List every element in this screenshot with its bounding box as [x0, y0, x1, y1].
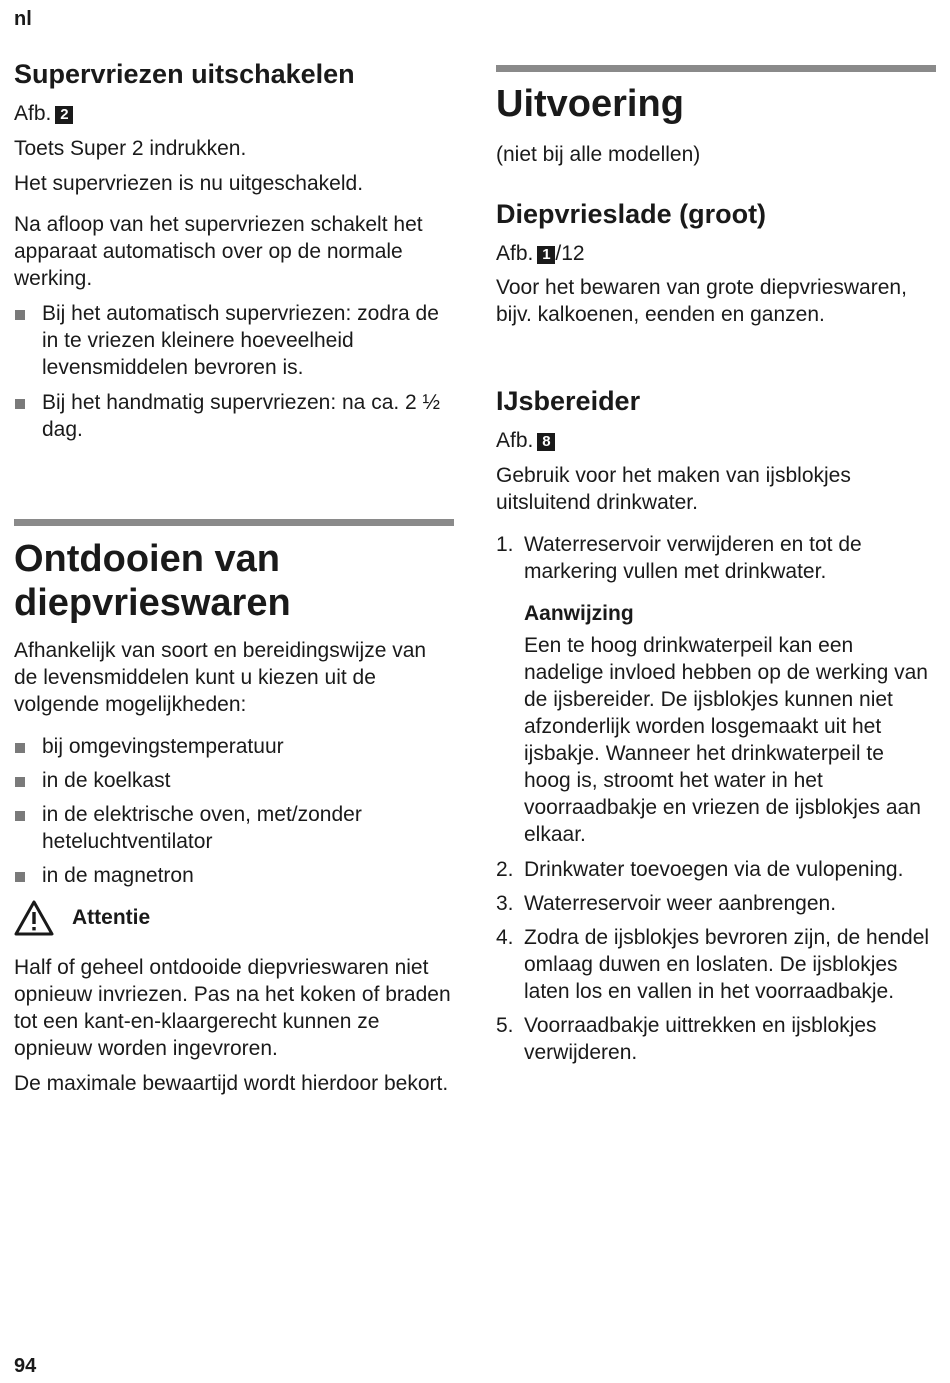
figure-number-badge: 1	[537, 246, 555, 264]
list-item-text: Bij het handmatig supervriezen: na ca. 2 ½ dag.	[42, 391, 441, 441]
section-divider	[14, 519, 454, 526]
paragraph: Toets Super 2 indrukken.	[14, 137, 247, 160]
list-item	[14, 733, 454, 760]
note-title: Aanwijzing	[524, 602, 634, 625]
step-number: 4.	[496, 926, 514, 949]
bullet-icon	[15, 777, 25, 787]
step-item	[496, 1012, 936, 1066]
figure-number-badge: 8	[537, 433, 555, 451]
paragraph: De maximale bewaartijd wordt hierdoor bekort.	[14, 1072, 449, 1095]
step-text: Waterreservoir weer aanbrengen.	[524, 892, 837, 915]
list-item	[14, 801, 454, 855]
bullet-icon	[15, 399, 25, 409]
note-block	[524, 600, 936, 848]
figure-reference	[496, 427, 936, 454]
step-item	[496, 531, 936, 585]
section-title-ijsbereider: IJsbereider	[496, 386, 641, 416]
step-item	[496, 856, 936, 883]
paragraph: Het supervriezen is nu uitgeschakeld.	[14, 172, 364, 195]
list-item-text: Bij het automatisch supervriezen: zodra de in te vriezen kleinere hoeveelheid levensmiddelen bevroren is.	[42, 302, 439, 379]
paragraph: Half of geheel ontdooide diepvrieswaren niet opnieuw invriezen. Pas na het koken of braden tot een kant-en-klaargerecht kunnen ze opnieuw worden ingevroren.	[14, 956, 451, 1060]
section-divider	[496, 65, 936, 72]
page-number: 94	[14, 1355, 37, 1377]
step-text: Zodra de ijsblokjes bevroren zijn, de hendel omlaag duwen en loslaten. De ijsblokjes laten los en vallen in het voorraadbakje.	[524, 926, 930, 1003]
section-title-uitvoering: Uitvoering	[496, 83, 684, 125]
step-text: Drinkwater toevoegen via de vulopening.	[524, 858, 904, 881]
figure-reference-suffix: /12	[555, 242, 585, 265]
section-title-ontdooien	[14, 537, 454, 625]
step-number: 3.	[496, 892, 514, 915]
bullet-icon	[15, 743, 25, 753]
figure-reference-label: Afb.	[496, 242, 534, 265]
step-text: Waterreservoir verwijderen en tot de markering vullen met drinkwater.	[524, 533, 862, 583]
list-item-text: in de elektrische oven, met/zonder heteluchtventilator	[42, 803, 362, 853]
paragraph: Gebruik voor het maken van ijsblokjes uitsluitend drinkwater.	[496, 464, 851, 514]
paragraph: Voor het bewaren van grote diepvrieswaren, bijv. kalkoenen, eenden en ganzen.	[496, 276, 907, 326]
step-list	[496, 856, 936, 1066]
step-item	[496, 924, 936, 1005]
bullet-icon	[15, 310, 25, 320]
warning-header	[14, 900, 454, 936]
section-title-diepvrieslade: Diepvrieslade (groot)	[496, 199, 767, 229]
figure-reference-label: Afb.	[496, 429, 534, 452]
section-title-supervriezen: Supervriezen uitschakelen	[14, 59, 355, 89]
bullet-icon	[15, 872, 25, 882]
list-item-text: bij omgevingstemperatuur	[42, 735, 284, 758]
subtitle: (niet bij alle modellen)	[496, 143, 701, 166]
language-tag: nl	[14, 8, 32, 30]
bullet-list	[14, 733, 454, 889]
figure-number-badge: 2	[55, 106, 73, 124]
step-number: 1.	[496, 533, 514, 556]
warning-triangle-icon	[14, 900, 54, 936]
bullet-icon	[15, 811, 25, 821]
step-text: Voorraadbakje uittrekken en ijsblokjes verwijderen.	[524, 1014, 877, 1064]
list-item-text: in de koelkast	[42, 769, 171, 792]
step-number: 2.	[496, 858, 514, 881]
paragraph: Na afloop van het supervriezen schakelt het apparaat automatisch over op de normale werking.	[14, 213, 423, 290]
title-line: diepvrieswaren	[14, 582, 291, 624]
title-line: Ontdooien van	[14, 538, 280, 580]
list-item	[14, 389, 454, 443]
list-item	[14, 862, 454, 889]
note-text: Een te hoog drinkwaterpeil kan een nadelige invloed hebben op de werking van de ijsbereider. De ijsblokjes kunnen niet afzonderlijk worden losgemaakt uit het ijsbakje. Wanneer het drinkwaterpeil te hoog is, stroomt het water in het voorraadbakje en vriezen de ijsblokjes aan elkaar.	[524, 634, 928, 846]
step-item	[496, 890, 936, 917]
step-list	[496, 531, 936, 585]
list-item	[14, 300, 454, 381]
figure-reference	[14, 100, 454, 127]
paragraph: Afhankelijk van soort en bereidingswijze van de levensmiddelen kunt u kiezen uit de volgende mogelijkheden:	[14, 639, 427, 716]
bullet-list	[14, 300, 454, 443]
step-number: 5.	[496, 1014, 514, 1037]
list-item-text: in de magnetron	[42, 864, 194, 887]
list-item	[14, 767, 454, 794]
warning-label: Attentie	[72, 906, 151, 929]
figure-reference-label: Afb.	[14, 102, 52, 125]
figure-reference	[496, 240, 936, 267]
